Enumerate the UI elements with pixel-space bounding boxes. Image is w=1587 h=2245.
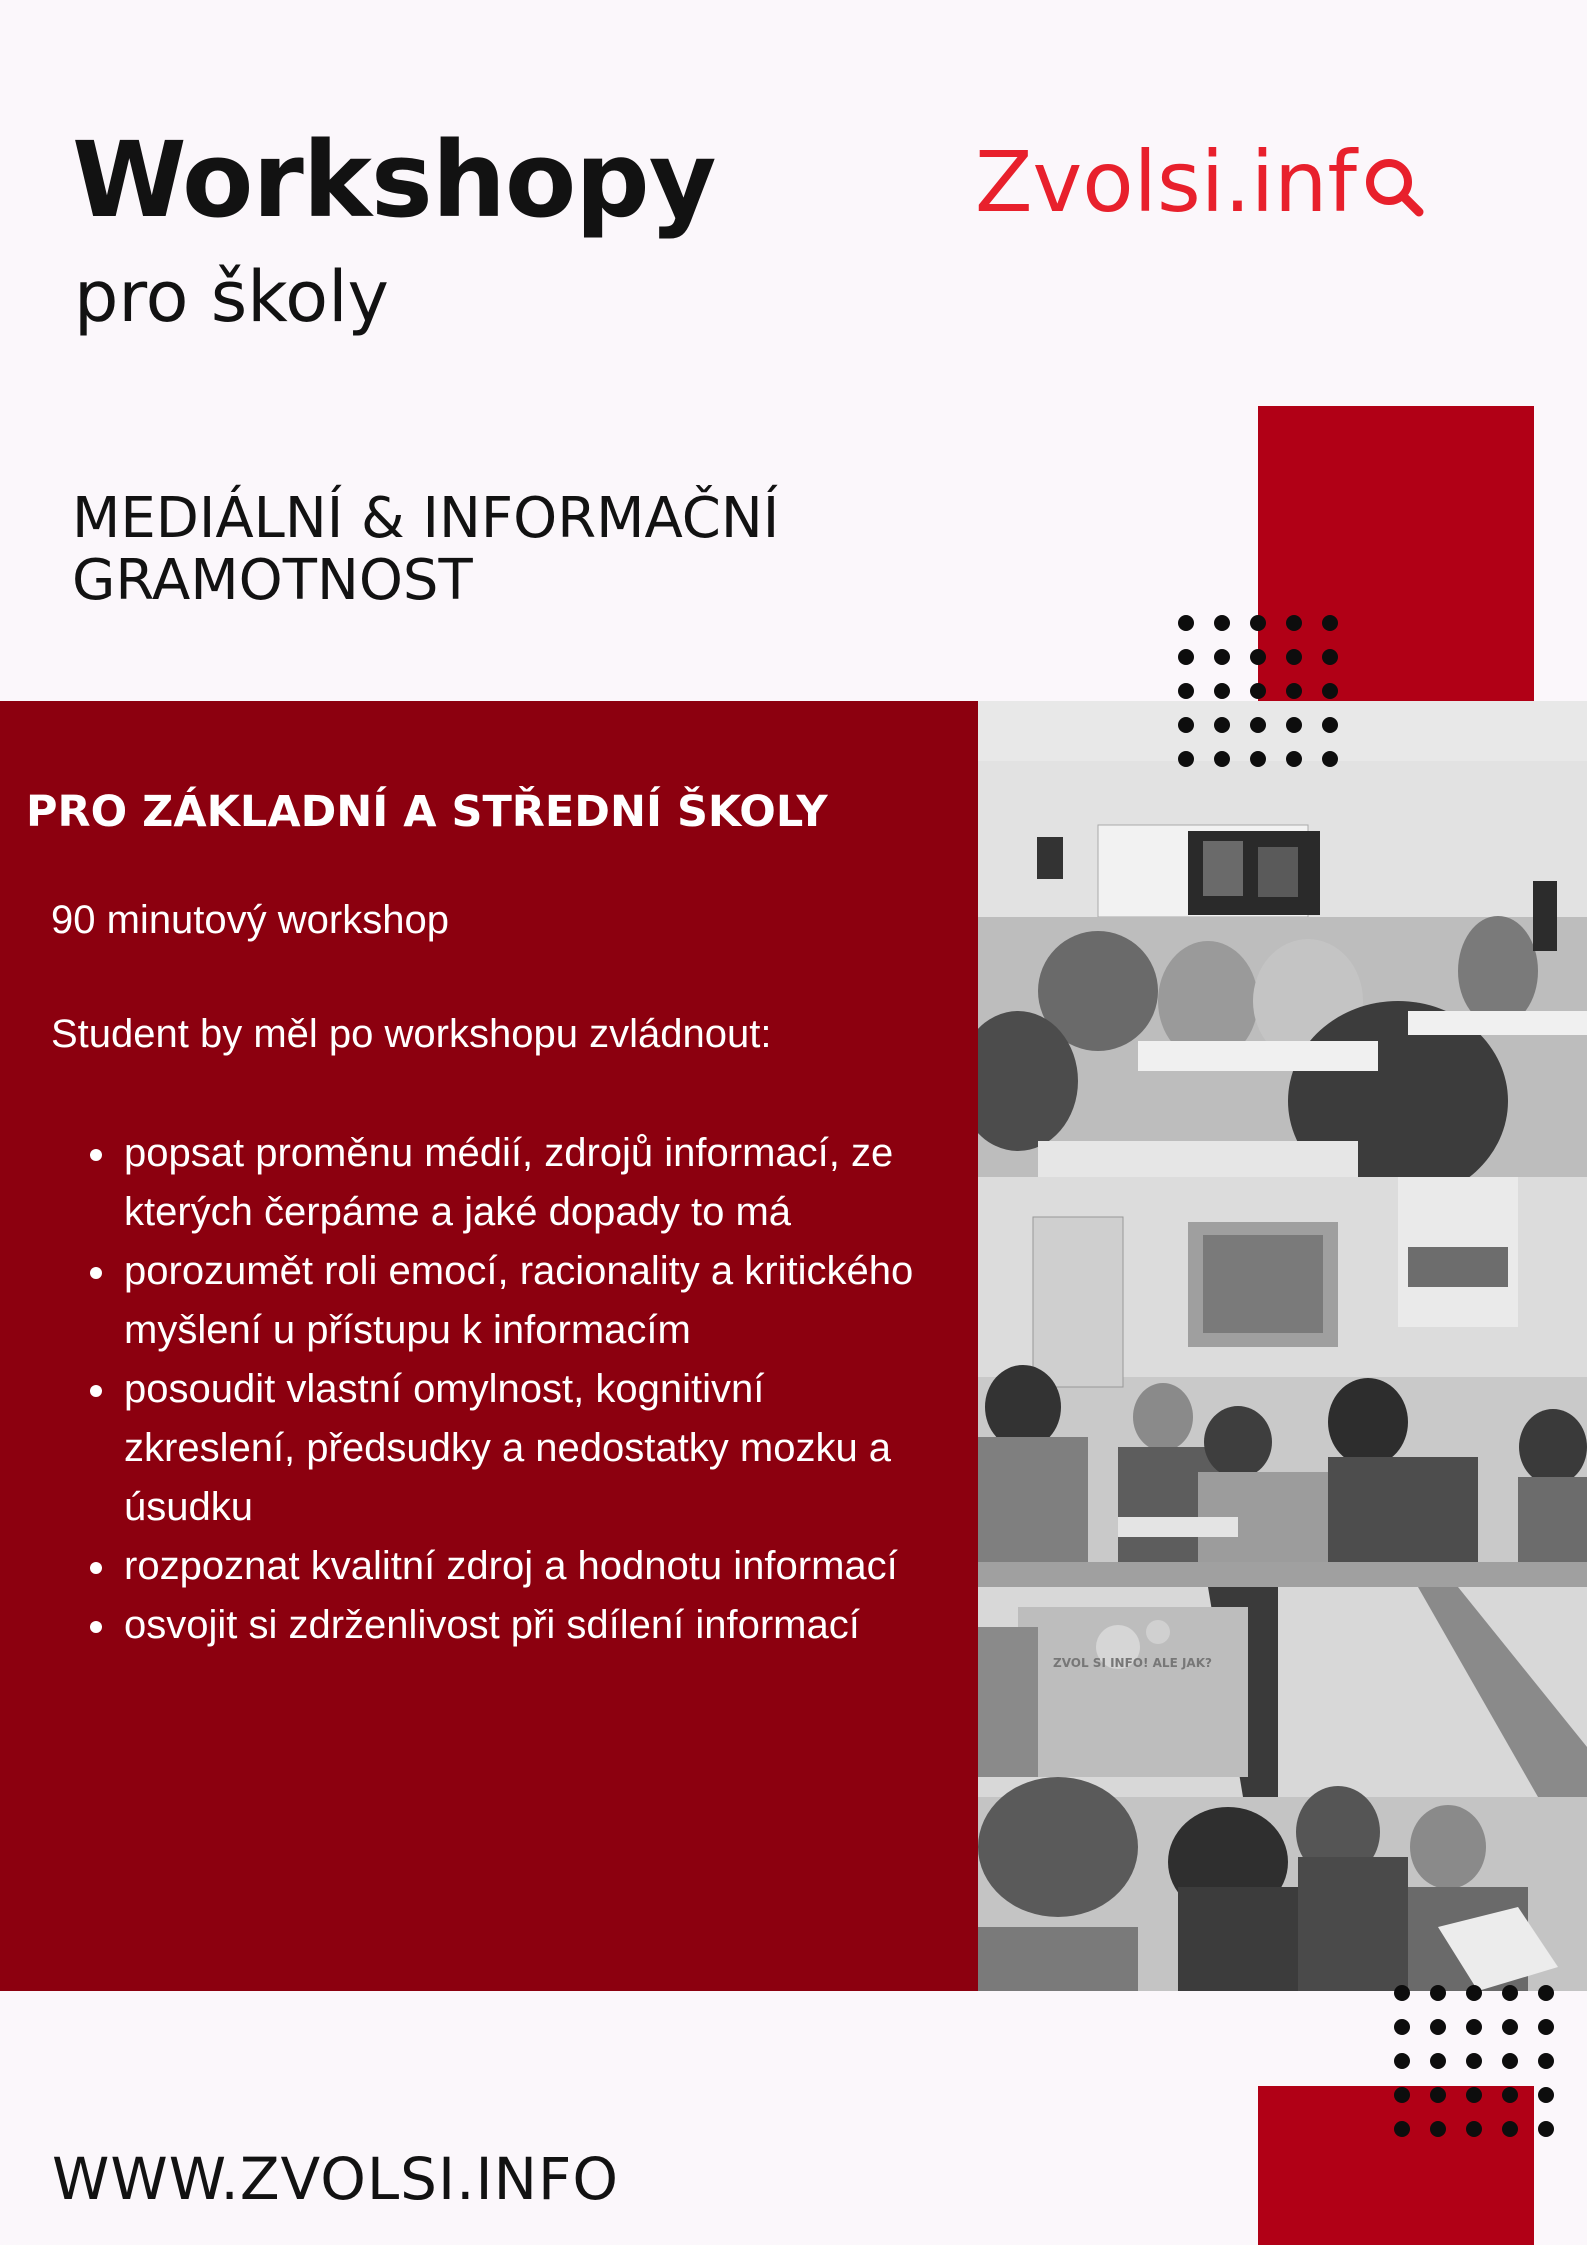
bullet-icon bbox=[90, 1562, 102, 1574]
decorative-dot-grid-bottom bbox=[1390, 1983, 1570, 2143]
outcome-item bbox=[90, 1242, 930, 1360]
website-link[interactable]: WWW.ZVOLSI.INFO bbox=[52, 2145, 620, 2213]
screen-text: ZVOL SI INFO! ALE JAK? bbox=[1053, 1656, 1212, 1670]
outcome-item bbox=[90, 1360, 930, 1537]
classroom-projection-photo bbox=[978, 701, 1587, 1177]
outcomes-list bbox=[90, 1124, 930, 1655]
topic-line-1: MEDIÁLNÍ & INFORMAČNÍ bbox=[72, 486, 780, 551]
bullet-icon bbox=[90, 1621, 102, 1633]
bullet-icon bbox=[90, 1149, 102, 1161]
outcome-item bbox=[90, 1596, 930, 1655]
page-subtitle: pro školy bbox=[74, 256, 389, 338]
topic-line-2: GRAMOTNOST bbox=[72, 548, 473, 613]
workshop-duration: 90 minutový workshop bbox=[51, 898, 449, 942]
info-panel bbox=[0, 701, 978, 1991]
group-work-photo bbox=[978, 1587, 1587, 1991]
brand-name: Zvolsi.inf bbox=[975, 133, 1357, 231]
page-title: Workshopy bbox=[72, 119, 716, 241]
outcome-text: porozumět roli emocí, racionality a kritického myšlení u přístupu k informacím bbox=[124, 1249, 914, 1352]
outcome-item bbox=[90, 1537, 930, 1596]
magnifier-o-icon bbox=[1359, 146, 1431, 218]
panel-heading: PRO ZÁKLADNÍ A STŘEDNÍ ŠKOLY bbox=[26, 787, 828, 837]
outcome-text: posoudit vlastní omylnost, kognitivní zkreslení, předsudky a nedostatky mozku a úsudku bbox=[124, 1367, 892, 1529]
bullet-icon bbox=[90, 1385, 102, 1397]
outcome-text: popsat proměnu médií, zdrojů informací, ze kterých čerpáme a jaké dopady to má bbox=[124, 1131, 894, 1234]
bullet-icon bbox=[90, 1267, 102, 1279]
students-with-phones-photo bbox=[978, 1177, 1587, 1587]
outcome-text: osvojit si zdrženlivost při sdílení informací bbox=[124, 1603, 860, 1647]
outcome-item bbox=[90, 1124, 930, 1242]
photo-column bbox=[978, 701, 1587, 1991]
brand-logo[interactable] bbox=[975, 133, 1431, 231]
outcomes-intro: Student by měl po workshopu zvládnout: bbox=[51, 1012, 772, 1056]
outcome-text: rozpoznat kvalitní zdroj a hodnotu informací bbox=[124, 1544, 898, 1588]
topic-heading bbox=[72, 488, 779, 612]
decorative-dot-grid-top bbox=[1170, 611, 1350, 771]
